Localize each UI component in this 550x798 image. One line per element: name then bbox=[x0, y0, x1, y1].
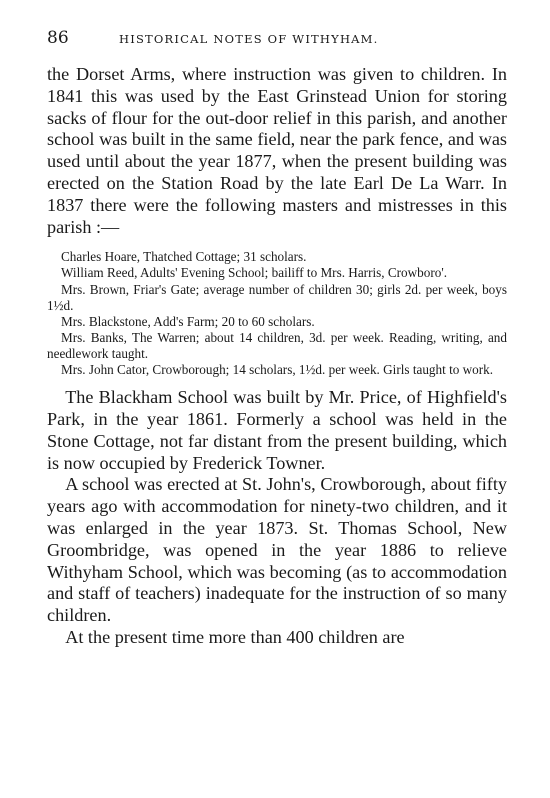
paragraph-1: the Dorset Arms, where instruction was given to children. In 1841 this was used by the East Grinstead Union for storing sacks of flour for the out-door relief in this parish, and another school was built in the same field, near the park fence, and was used until about the year 1877, when the present building was erected on the Station Road by the late Earl De La Warr. In 1837 there were the following masters and mistresses in this parish :— bbox=[47, 64, 507, 237]
page-number: 86 bbox=[47, 28, 69, 48]
masters-mistresses-list bbox=[47, 249, 507, 378]
list-item: Mrs. John Cator, Crowborough; 14 scholars, 1½d. per week. Girls taught to work. bbox=[61, 362, 494, 378]
paragraph-2: The Blackham School was built by Mr. Price, of Highfield's Park, in the year 1861. Formerly a school was held in the Stone Cottage, not far distant from the present building, which is now occupied by Frederick Towner. bbox=[47, 387, 507, 473]
paragraph-4: At the present time more than 400 children are bbox=[65, 626, 405, 647]
list-item: Mrs. Blackstone, Add's Farm; 20 to 60 scholars. bbox=[61, 313, 315, 329]
list-item: Mrs. Brown, Friar's Gate; average number of children 30; girls 2d. per week, boys 1½d. bbox=[47, 281, 507, 313]
running-title: HISTORICAL NOTES OF WITHYHAM. bbox=[119, 32, 379, 46]
paragraph-3: A school was erected at St. John's, Crowborough, about fifty years ago with accommodation for ninety-two children, and it was enlarged in the year 1873. St. Thomas School, New Groombridge, was opened in the year 1886 to relieve Withyham School, which was becoming (as to accommodation and staff of teachers) inadequate for the instruction of so many children. bbox=[47, 474, 507, 626]
list-item: Mrs. Banks, The Warren; about 14 children, 3d. per week. Reading, writing, and needlework taught. bbox=[47, 329, 507, 361]
list-item: William Reed, Adults' Evening School; bailiff to Mrs. Harris, Crowboro'. bbox=[61, 265, 448, 281]
book-page bbox=[47, 28, 507, 649]
list-item: Charles Hoare, Thatched Cottage; 31 scholars. bbox=[61, 249, 307, 265]
running-head bbox=[47, 28, 507, 54]
